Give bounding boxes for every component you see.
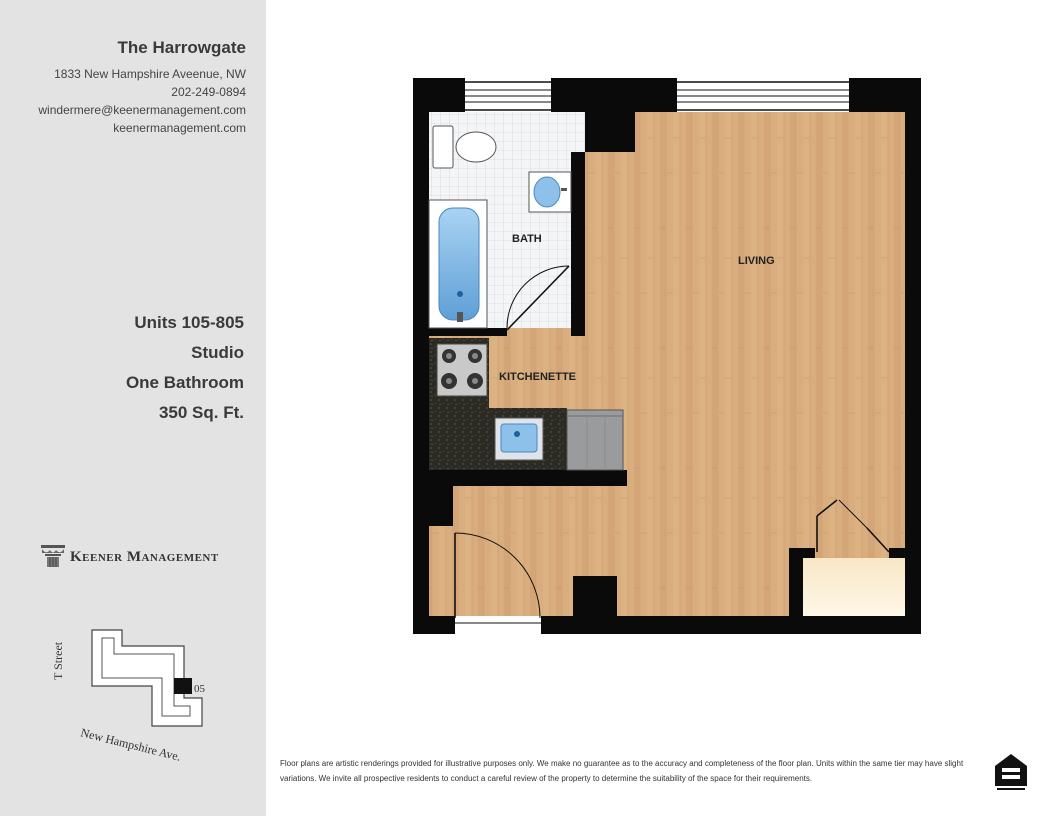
column-capital-icon: [40, 544, 66, 568]
phone-number[interactable]: 202-249-0894: [171, 85, 246, 99]
management-name: Keener Management: [70, 549, 219, 565]
equal-housing-opportunity-icon: [993, 752, 1029, 792]
unit-baths: One Bathroom: [125, 373, 244, 392]
contact-block: [6, 38, 246, 137]
window-right: [677, 78, 849, 112]
closet-floor: [801, 558, 907, 620]
kitchen-sink-icon: [495, 418, 543, 460]
building-address: 1833 New Hampshire Aveenue, NW: [54, 67, 246, 81]
unit-type: Studio: [191, 343, 244, 362]
unit-marker-label: 05: [194, 683, 205, 695]
management-logo: [40, 544, 250, 572]
bathtub-icon: [429, 200, 487, 328]
building-name: The Harrowgate: [117, 38, 246, 57]
email-link[interactable]: windermere@keenermanagement.com: [38, 103, 246, 117]
unit-info: [4, 308, 244, 428]
sink-icon: [529, 172, 571, 212]
street-label-t: T Street: [51, 641, 65, 680]
stove-icon: [437, 344, 487, 396]
unit-numbers: Units 105-805: [134, 313, 244, 332]
room-label-living: LIVING: [738, 255, 775, 267]
room-label-bath: BATH: [512, 233, 542, 245]
window-left: [465, 78, 551, 112]
refrigerator-icon: [567, 410, 623, 470]
floor-plan: [413, 78, 921, 634]
unit-location-marker: [174, 678, 192, 694]
unit-area: 350 Sq. Ft.: [158, 403, 244, 422]
building-key-map: [34, 618, 234, 788]
street-label-new-hampshire: New Hampshire Ave.: [79, 725, 183, 764]
website-link[interactable]: keenermanagement.com: [113, 121, 246, 135]
disclaimer-text: Floor plans are artistic renderings provided for illustrative purposes only. We make no guarantee as to the accuracy and completeness of the floor plan. Units within the same tier may have slight variations. We invite all prospective residents to conduct a careful review of the property to determine the suitability of the space for their requirements.: [280, 759, 964, 783]
room-label-kitchenette: KITCHENETTE: [499, 371, 576, 383]
sidebar-panel: [0, 0, 266, 816]
